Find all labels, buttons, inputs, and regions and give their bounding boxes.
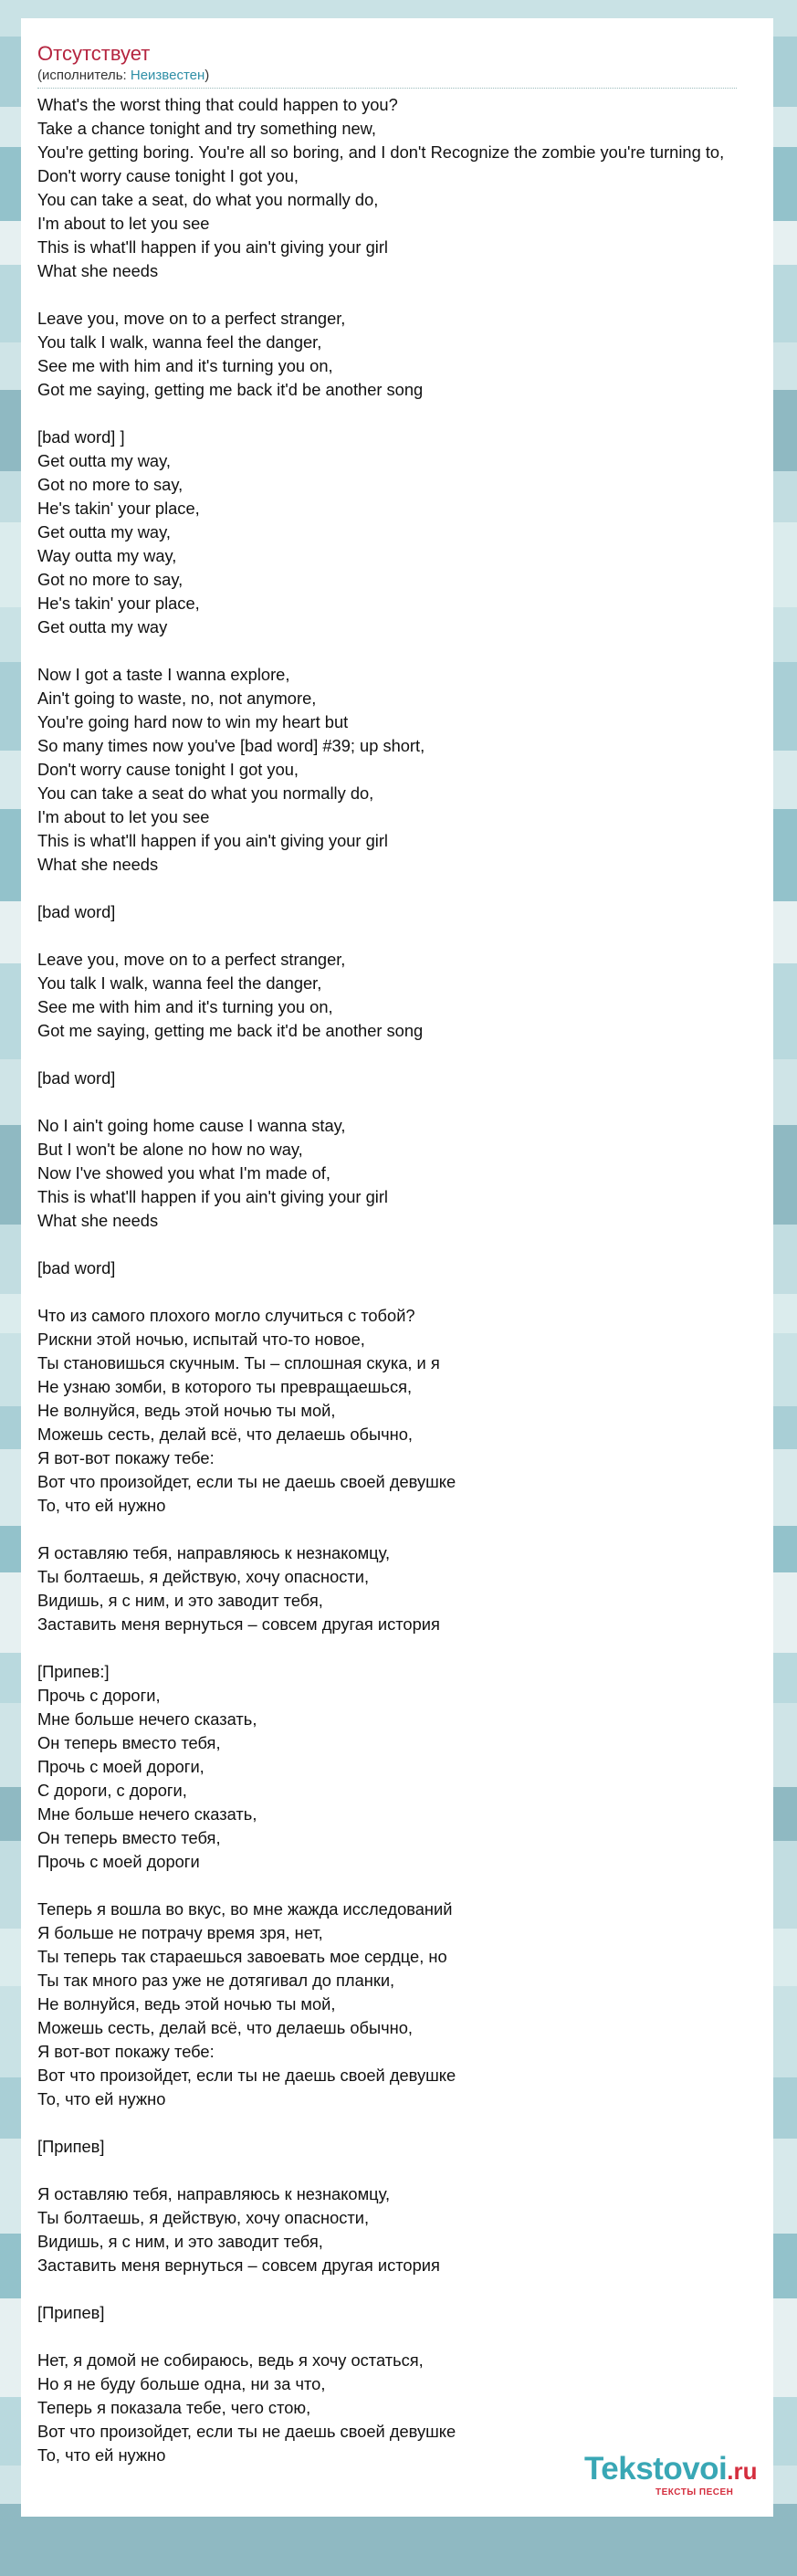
lyric-line: Leave you, move on to a perfect stranger,	[37, 309, 346, 328]
lyric-line: Я вот-вот покажу тебе:	[37, 1448, 215, 1467]
lyric-line: Видишь, я с ним, и это заводит тебя,	[37, 2232, 323, 2251]
lyric-line	[37, 1280, 773, 1304]
lyric-line: You talk I walk, wanna feel the danger,	[37, 973, 322, 993]
lyric-line: This is what'll happen if you ain't giving your girl	[37, 237, 388, 257]
lyric-line: He's takin' your place,	[37, 594, 200, 613]
lyric-line: [bad word]	[37, 1068, 116, 1088]
lyric-line: [bad word]	[37, 1258, 116, 1277]
lyric-line: You can take a seat do what you normally do,	[37, 783, 374, 803]
lyric-line: Leave you, move on to a perfect stranger,	[37, 950, 346, 969]
logo-tld: .ru	[727, 2457, 758, 2485]
lyrics-text	[37, 93, 773, 2467]
lyric-line: Get outta my way,	[37, 522, 171, 541]
lyric-line: То, что ей нужно	[37, 2445, 166, 2465]
lyric-line: No I ain't going home cause I wanna stay,	[37, 1116, 346, 1135]
lyric-line: Прочь с моей дороги	[37, 1852, 200, 1871]
lyric-line: Я оставляю тебя, направляюсь к незнакомцу,	[37, 2184, 391, 2203]
lyric-line: Я больше не потрачу время зря, нет,	[37, 1923, 323, 1942]
lyric-line: You talk I walk, wanna feel the danger,	[37, 332, 322, 352]
lyric-line: Теперь я вошла во вкус, во мне жажда исследований	[37, 1899, 453, 1919]
lyric-line: Можешь сесть, делай всё, что делаешь обычно,	[37, 1425, 413, 1444]
lyric-line: You can take a seat, do what you normally do,	[37, 190, 379, 209]
lyric-line	[37, 2277, 773, 2301]
lyric-line: Но я не буду больше одна, ни за что,	[37, 2374, 326, 2393]
site-logo[interactable]	[584, 2451, 767, 2502]
lyric-line: С дороги, с дороги,	[37, 1781, 187, 1800]
lyric-line: Got me saying, getting me back it'd be another song	[37, 1021, 424, 1040]
lyric-line: He's takin' your place,	[37, 499, 200, 518]
lyric-line	[37, 639, 773, 663]
lyric-line: This is what'll happen if you ain't giving your girl	[37, 831, 388, 850]
lyric-line: Заставить меня вернуться – совсем другая история	[37, 2255, 440, 2275]
lyric-line: I'm about to let you see	[37, 807, 210, 826]
lyric-line	[37, 924, 773, 948]
lyric-line: Он теперь вместо тебя,	[37, 1733, 221, 1752]
lyric-line: Get outta my way	[37, 617, 168, 636]
lyric-line	[37, 2111, 773, 2135]
performer-link[interactable]: Неизвестен	[130, 68, 205, 83]
lyric-line: See me with him and it's turning you on,	[37, 356, 333, 375]
lyric-line: Не узнаю зомби, в которого ты превращаешься,	[37, 1377, 413, 1396]
lyric-line: Не волнуйся, ведь этой ночью ты мой,	[37, 1401, 336, 1420]
lyric-line: What she needs	[37, 1211, 159, 1230]
lyric-line	[37, 1518, 773, 1541]
lyric-line: You're getting boring. You're all so boring, and I don't Recognize the zombie you're turning to,	[37, 142, 725, 162]
lyric-line: Что из самого плохого могло случиться с тобой?	[37, 1306, 415, 1325]
lyric-line: Прочь с моей дороги,	[37, 1757, 204, 1776]
performer-label: (исполнитель:	[37, 68, 131, 83]
lyric-line: Не волнуйся, ведь этой ночью ты мой,	[37, 1994, 336, 2013]
lyric-line: Ты теперь так стараешься завоевать мое сердце, но	[37, 1947, 447, 1966]
lyric-line: Видишь, я с ним, и это заводит тебя,	[37, 1591, 323, 1610]
lyric-line: [Припев]	[37, 2137, 105, 2156]
lyric-line: What she needs	[37, 261, 159, 280]
lyric-line	[37, 2325, 773, 2349]
lyric-line: Можешь сесть, делай всё, что делаешь обычно,	[37, 2018, 413, 2037]
performer-close: )	[204, 68, 210, 83]
lyric-line: Ты становишься скучным. Ты – сплошная скука, и я	[37, 1353, 440, 1372]
lyric-line: Got no more to say,	[37, 475, 184, 494]
lyric-line: Нет, я домой не собираюсь, ведь я хочу остаться,	[37, 2350, 424, 2370]
lyric-line: You're going hard now to win my heart but	[37, 712, 349, 731]
lyric-line: Don't worry cause tonight I got you,	[37, 166, 299, 185]
lyric-line: What she needs	[37, 855, 159, 874]
lyric-line: Я оставляю тебя, направляюсь к незнакомцу,	[37, 1543, 391, 1562]
lyric-line	[37, 1233, 773, 1256]
logo-tagline: ТЕКСТЫ ПЕСЕН	[655, 2487, 734, 2497]
lyric-line: Прочь с дороги,	[37, 1686, 161, 1705]
lyric-line: Заставить меня вернуться – совсем другая история	[37, 1614, 440, 1634]
lyric-line: [bad word] ]	[37, 427, 125, 447]
lyric-line	[37, 877, 773, 900]
lyric-line	[37, 1874, 773, 1898]
title-divider	[37, 88, 737, 89]
lyric-line: Я вот-вот покажу тебе:	[37, 2042, 215, 2061]
lyric-line: Рискни этой ночью, испытай что-то новое,	[37, 1330, 365, 1349]
lyric-line: So many times now you've [bad word] #39; up short,	[37, 736, 425, 755]
lyric-line: [Припев]	[37, 2303, 105, 2322]
lyric-line: Now I got a taste I wanna explore,	[37, 665, 290, 684]
lyric-line: Мне больше нечего сказать,	[37, 1709, 257, 1729]
lyrics-card	[21, 18, 773, 2517]
lyric-line: See me with him and it's turning you on,	[37, 997, 333, 1016]
lyric-line: Ты так много раз уже не дотягивал до планки,	[37, 1971, 395, 1990]
lyric-line: But I won't be alone no how no way,	[37, 1140, 303, 1159]
lyric-line: Got no more to say,	[37, 570, 184, 589]
lyric-line: Now I've showed you what I'm made of,	[37, 1163, 330, 1183]
lyric-line: Ты болтаешь, я действую, хочу опасности,	[37, 2208, 370, 2227]
lyric-line	[37, 402, 773, 426]
lyric-line	[37, 283, 773, 307]
song-title: Отсутствует	[37, 42, 151, 65]
lyric-line: Way outta my way,	[37, 546, 177, 565]
lyric-line: Ты болтаешь, я действую, хочу опасности,	[37, 1567, 370, 1586]
lyric-line: This is what'll happen if you ain't giving your girl	[37, 1187, 388, 1206]
lyric-line: Мне больше нечего сказать,	[37, 1804, 257, 1824]
lyric-line: Take a chance tonight and try something new,	[37, 119, 376, 138]
lyric-line: [Припев:]	[37, 1662, 110, 1681]
lyric-line: Ain't going to waste, no, not anymore,	[37, 689, 317, 708]
lyric-line	[37, 2159, 773, 2182]
lyric-line	[37, 1636, 773, 1660]
lyric-line: Он теперь вместо тебя,	[37, 1828, 221, 1847]
lyric-line: Вот что произойдет, если ты не даешь своей девушке	[37, 2422, 456, 2441]
performer-line	[37, 68, 209, 83]
lyric-line: What's the worst thing that could happen to you?	[37, 95, 398, 114]
lyric-line: I'm about to let you see	[37, 214, 210, 233]
lyric-line: То, что ей нужно	[37, 2089, 166, 2108]
lyric-line: Got me saying, getting me back it'd be another song	[37, 380, 424, 399]
lyric-line	[37, 1090, 773, 1114]
logo-brand: Tekstovoi	[584, 2451, 728, 2487]
lyric-line: Вот что произойдет, если ты не даешь своей девушке	[37, 2066, 456, 2085]
lyric-line: [bad word]	[37, 902, 116, 921]
lyric-line: Теперь я показала тебе, чего стою,	[37, 2398, 311, 2417]
lyric-line: Get outta my way,	[37, 451, 171, 470]
lyric-line: Вот что произойдет, если ты не даешь своей девушке	[37, 1472, 456, 1491]
lyric-line	[37, 1043, 773, 1067]
lyric-line: То, что ей нужно	[37, 1496, 166, 1515]
lyric-line: Don't worry cause tonight I got you,	[37, 760, 299, 779]
